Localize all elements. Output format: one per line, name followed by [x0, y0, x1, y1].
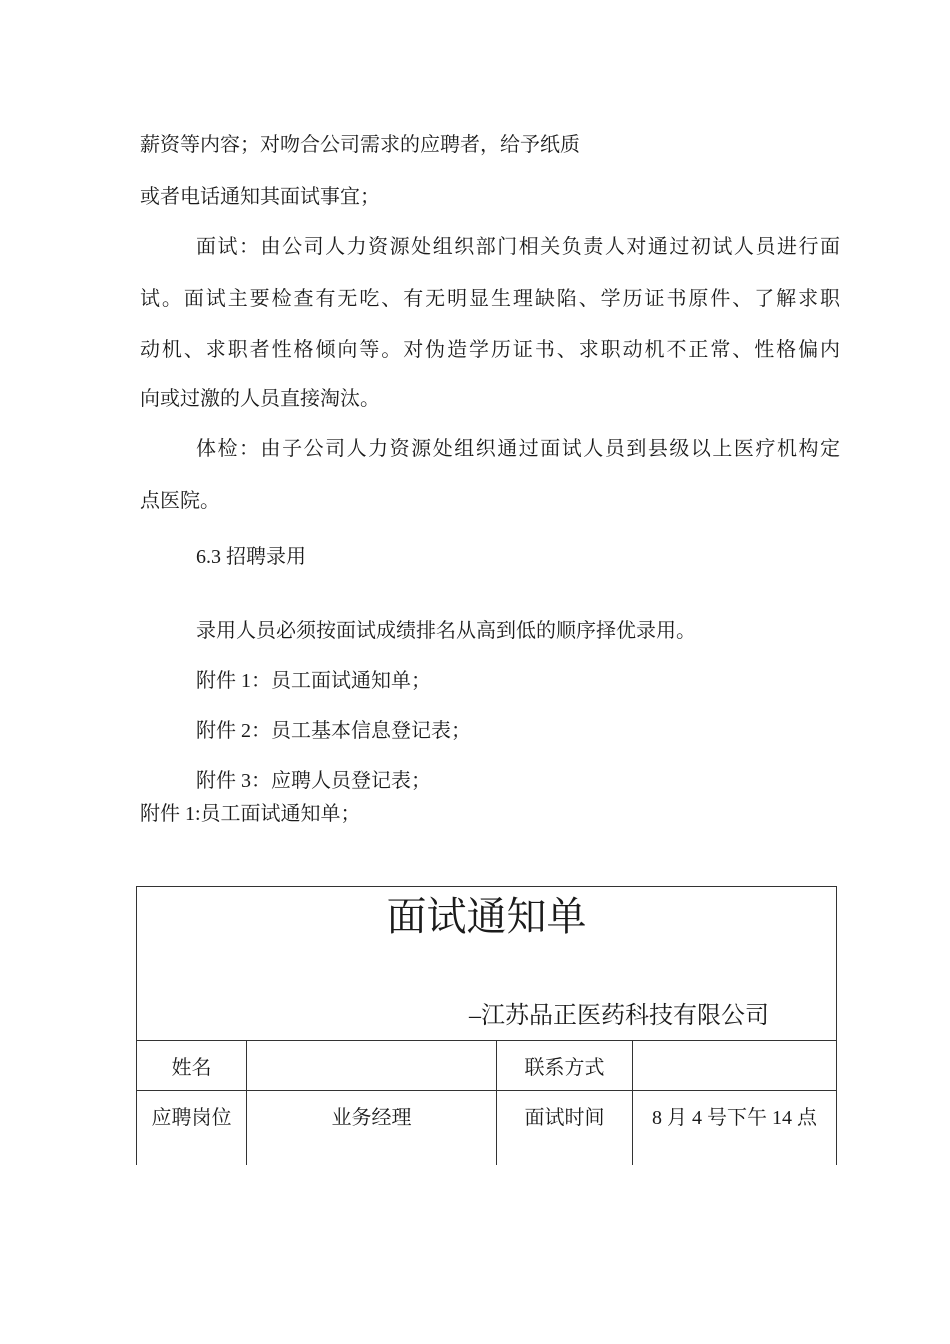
attachment-item: 附件 1：员工面试通知单；: [196, 670, 431, 692]
interview-time-label: 面试时间: [497, 1091, 633, 1166]
attachment-heading: 附件 1:员工面试通知单；: [140, 803, 361, 825]
paragraph-line: 动机、求职者性格倾向等。对伪造学历证书、求职动机不正常、性格偏内: [140, 339, 840, 361]
contact-value: [633, 1041, 837, 1091]
paragraph-line: 试。面试主要检查有无吃、有无明显生理缺陷、学历证书原件、了解求职: [140, 288, 840, 310]
paragraph-line: 点医院。: [140, 490, 220, 512]
interview-time-value: 8 月 4 号下午 14 点: [633, 1091, 837, 1166]
section-heading: 6.3 招聘录用: [196, 546, 306, 568]
form-header: [137, 887, 837, 1041]
position-value: 业务经理: [247, 1091, 497, 1166]
attachment-item: 附件 3：应聘人员登记表；: [196, 770, 431, 792]
form-title: 面试通知单: [386, 894, 587, 939]
interview-notice-form: [136, 886, 837, 1165]
paragraph-line: 薪资等内容；对吻合公司需求的应聘者，给予纸质: [140, 134, 580, 156]
attachment-item: 附件 2：员工基本信息登记表；: [196, 720, 471, 742]
paragraph-line: 向或过激的人员直接淘汰。: [140, 388, 380, 410]
paragraph-line: 录用人员必须按面试成绩排名从高到低的顺序择优录用。: [196, 620, 696, 642]
paragraph-line: 或者电话通知其面试事宜；: [140, 186, 380, 208]
name-label: 姓名: [137, 1041, 247, 1091]
name-value: [247, 1041, 497, 1091]
company-name: –江苏品正医药科技有限公司: [469, 1003, 769, 1029]
paragraph-line: 面试：由公司人力资源处组织部门相关负责人对通过初试人员进行面: [196, 236, 840, 258]
table-row: [137, 1091, 837, 1166]
position-label: 应聘岗位: [137, 1091, 247, 1166]
paragraph-line: 体检：由子公司人力资源处组织通过面试人员到县级以上医疗机构定: [196, 438, 840, 460]
contact-label: 联系方式: [497, 1041, 633, 1091]
table-row: [137, 1041, 837, 1091]
